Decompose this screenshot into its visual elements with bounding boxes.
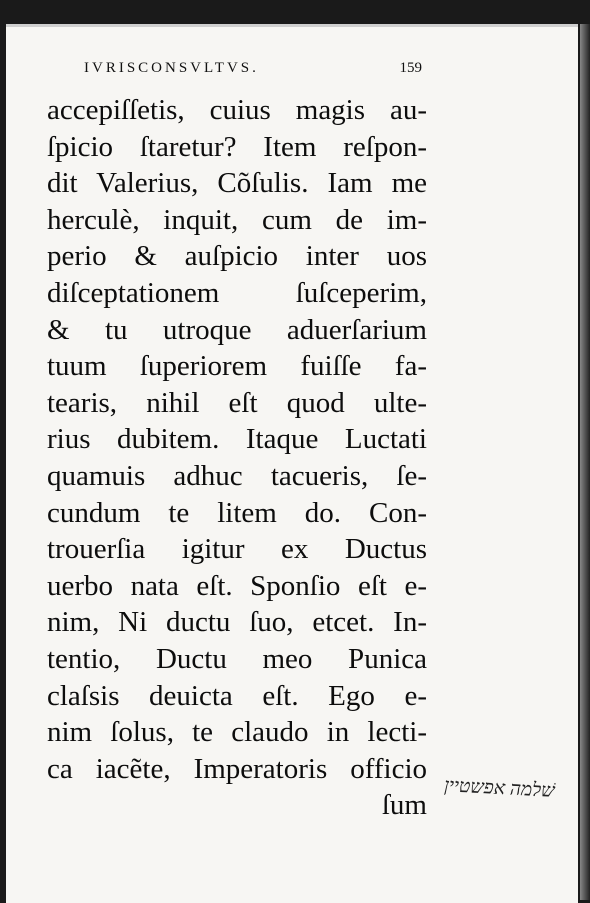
text-line: nim ſolus, te claudo in lecti- [47, 716, 427, 749]
text-line: claſsis deuicta eſt. Ego e- [47, 679, 427, 712]
text-line: herculè, inquit, cum de im- [47, 203, 427, 236]
text-line: ca iacẽte, Imperatoris officio [47, 752, 427, 785]
catchword: ſum [381, 789, 427, 822]
page-number: 159 [399, 60, 422, 76]
text-line: diſceptationem ſuſceperim, [47, 276, 427, 309]
text-line: tuum ſuperiorem fuiſſe fa- [47, 350, 427, 383]
text-line: cundum te litem do. Con- [47, 496, 427, 529]
text-line: dit Valerius, Cõſulis. Iam me [47, 167, 427, 200]
page-gutter [580, 24, 590, 900]
running-title: IVRISCONSVLTVS. [84, 60, 259, 76]
text-line: accepiſſetis, cuius magis au- [47, 94, 427, 126]
text-line: uerbo nata eſt. Sponſio eſt e- [47, 569, 427, 602]
text-line: tearis, nihil eſt quod ulte- [47, 386, 427, 419]
text-line: & tu utroque aduerſarium [47, 313, 427, 346]
handwritten-margin-note: שׁלמה אפשטיין [443, 775, 556, 802]
text-line: ſpicio ſtaretur? Item reſpon- [47, 130, 427, 163]
body-text [47, 92, 427, 824]
text-line: quamuis adhuc tacueris, ſe- [47, 459, 427, 492]
running-header [84, 60, 422, 77]
text-line: tentio, Ductu meo Punica [47, 642, 427, 675]
text-line: rius dubitem. Itaque Luctati [47, 423, 427, 456]
text-line: nim, Ni ductu ſuo, etcet. In- [47, 606, 427, 639]
text-line: trouerſia igitur ex Ductus [47, 533, 427, 566]
text-line: perio & auſpicio inter uos [47, 240, 427, 273]
